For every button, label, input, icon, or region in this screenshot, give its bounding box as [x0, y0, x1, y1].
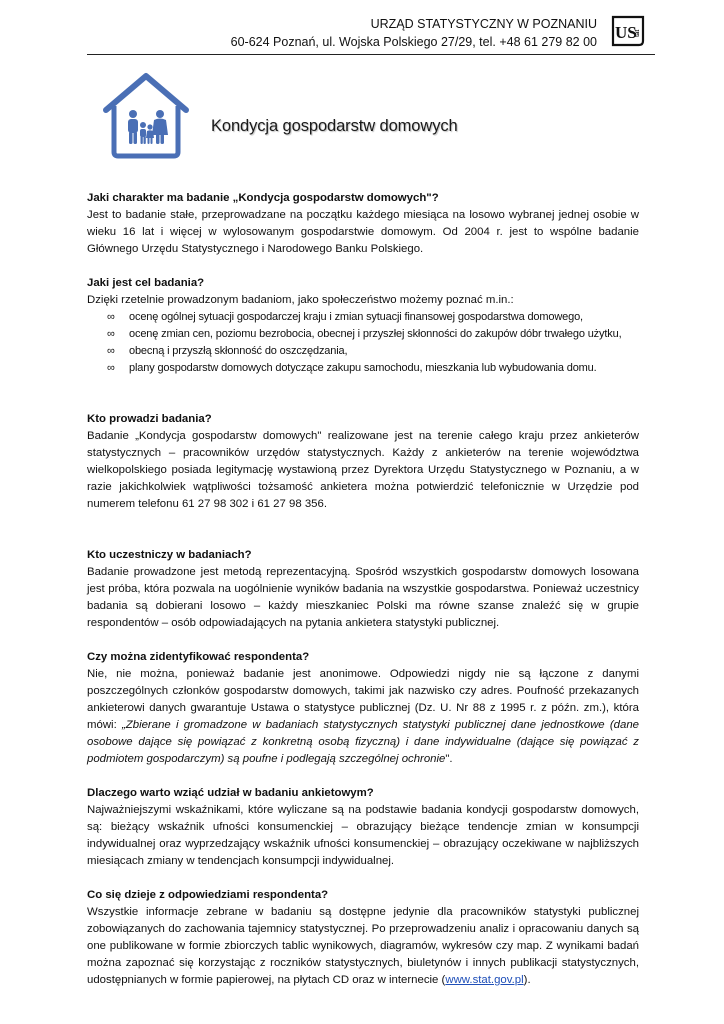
section-paragraph: Nie, nie można, ponieważ badanie jest anonimowe. Odpowiedzi nigdy nie są łączone z danymi poszczególnych członków gospodarstw domowych, takimi jak nazwisko czy adres. Poufność przekazanych ankieterowi danych gwarantuje Ustawa o statystyce publicznej (Dz. U. Nr 88 z 1995 r. z późn. zm.), która mówi: „Zbierane i gromadzone w badaniach statystycznych statystyki publicznej dane jednostkowe (dane osobowe dające się powiązać z konkretną osobą fizyczną) i dane indywidualne (dające się powiązać z podmiotem gospodarczym) są poufne i podlegają szczególnej ochronie". [87, 668, 639, 765]
section-paragraph: Najważniejszymi wskaźnikami, które wyliczane są na podstawie badania kondycji gospodarstw domowych, są: bieżący wskaźnik ufności konsumenckiej – obrazujący bieżące tendencje zmian w konsumpcji indywidualnej oraz wyprzedzający wskaźnik ufności konsumenckiej – obrazujący oczekiwane w najbliższych miesiącach zmiany w tendencjach konsumpcji indywidualnej. [87, 804, 639, 867]
list-item: ∞ plany gospodarstw domowych dotyczące zakupu samochodu, mieszkania lub wybudowania domu. [87, 360, 639, 377]
logo-subletters: tat [635, 29, 641, 37]
list-item: ∞ ocenę ogólnej sytuacji gospodarczej kraju i zmian sytuacji finansowej gospodarstwa domowego, [87, 309, 639, 326]
infinity-bullet-icon: ∞ [107, 362, 115, 374]
infinity-bullet-icon: ∞ [107, 345, 115, 357]
infinity-bullet-icon: ∞ [107, 328, 115, 340]
us-logo [610, 14, 648, 48]
section-participants [87, 547, 639, 632]
section-why-participate [87, 785, 639, 870]
list-item: ∞ obecną i przyszłą skłonność do oszczędzania, [87, 343, 639, 360]
logo-letters: US [615, 23, 637, 42]
section-question: Dlaczego warto wziąć udział w badaniu ankietowym? [87, 787, 374, 799]
document-title: Kondycja gospodarstw domowych [211, 117, 458, 135]
section-question: Kto uczestniczy w badaniach? [87, 549, 252, 561]
document-content [87, 190, 639, 989]
office-address: 60-624 Poznań, ul. Wojska Polskiego 27/29, tel. +48 61 279 82 00 [230, 35, 597, 49]
section-paragraph: Wszystkie informacje zebrane w badaniu są dostępne jedynie dla pracowników statystyki publicznej zobowiązanych do zachowania tajemnicy statystycznej. Po przeprowadzeniu analiz i opracowaniu danych są one publikowane w formie zbiorczych tablic wynikowych, diagramów, wykresów czy map. Z wynikami badań można zapoznać się korzystając z roczników statystycznych, biuletynów i innych publikacji statystycznych, udostępnianych w formie papierowej, na płytach CD oraz w internecie (www.stat.gov.pl). [87, 906, 639, 986]
section-question: Co się dzieje z odpowiedziami respondenta? [87, 889, 329, 901]
section-intro: Dzięki rzetelnie prowadzonym badaniom, jako społeczeństwo możemy poznać m.in.: [87, 294, 514, 306]
office-name: URZĄD STATYSTYCZNY W POZNANIU [370, 17, 597, 31]
goal-list [87, 309, 639, 377]
section-question: Czy można zidentyfikować respondenta? [87, 651, 310, 663]
section-who-conducts [87, 411, 639, 513]
section-goal [87, 275, 639, 377]
infinity-bullet-icon: ∞ [107, 311, 115, 323]
header-divider [87, 54, 655, 55]
house-family-icon [100, 72, 192, 160]
header-text [231, 15, 597, 51]
section-paragraph: Badanie prowadzone jest metodą reprezentacyjną. Spośród wszystkich gospodarstw domowych losowana jest próba, która pozwala na uogólnienie wyników badania na wszystkie gospodarstwa. Ponieważ uczestnicy badania są dobierani losowo – każdy mieszkaniec Polski ma równe szanse znaleźć się w grupie respondentów – osób odpowiadających na pytania ankietera statystyki publicznej. [87, 566, 639, 629]
section-question: Jaki jest cel badania? [87, 277, 205, 289]
stat-website-link[interactable]: www.stat.gov.pl [445, 974, 524, 986]
section-question: Kto prowadzi badania? [87, 413, 212, 425]
law-quote: „Zbierane i gromadzone w badaniach statystycznych statystyki publicznej dane jednostkowe (dane osobowe dające się powiązać z konkretną osobą fizyczną) i dane indywidualne (dające się powiązać z podmiotem gospodarczym) są poufne i podlegają szczególnej ochronie [87, 719, 639, 765]
section-question: Jaki charakter ma badanie „Kondycja gospodarstw domowych"? [87, 192, 439, 204]
list-item: ∞ ocenę zmian cen, poziomu bezrobocia, obecnej i przyszłej skłonności do zakupów dóbr trwałego użytku, [87, 326, 639, 343]
section-answers [87, 887, 639, 989]
section-anonymity [87, 649, 639, 768]
section-paragraph: Badanie „Kondycja gospodarstw domowych" realizowane jest na terenie całego kraju przez ankieterów statystycznych – pracowników urzędów statystycznych. Każdy z ankieterów na terenie województwa wielkopolskiego posiada legitymację wystawioną przez Dyrektora Urzędu Statystycznego w Poznaniu, a w razie jakichkolwiek wątpliwości tożsamość ankietera można potwierdzić telefonicznie w Urzędzie pod numerem telefonu 61 27 98 302 i 61 27 98 356. [87, 430, 639, 510]
section-character [87, 190, 639, 258]
section-paragraph: Jest to badanie stałe, przeprowadzane na początku każdego miesiąca na losowo wybranej jednej osobie w wieku 16 lat i więcej w wylosowanym gospodarstwie domowym. Od 2004 r. jest to wspólne badanie Głównego Urzędu Statystycznego i Narodowego Banku Polskiego. [87, 209, 639, 255]
